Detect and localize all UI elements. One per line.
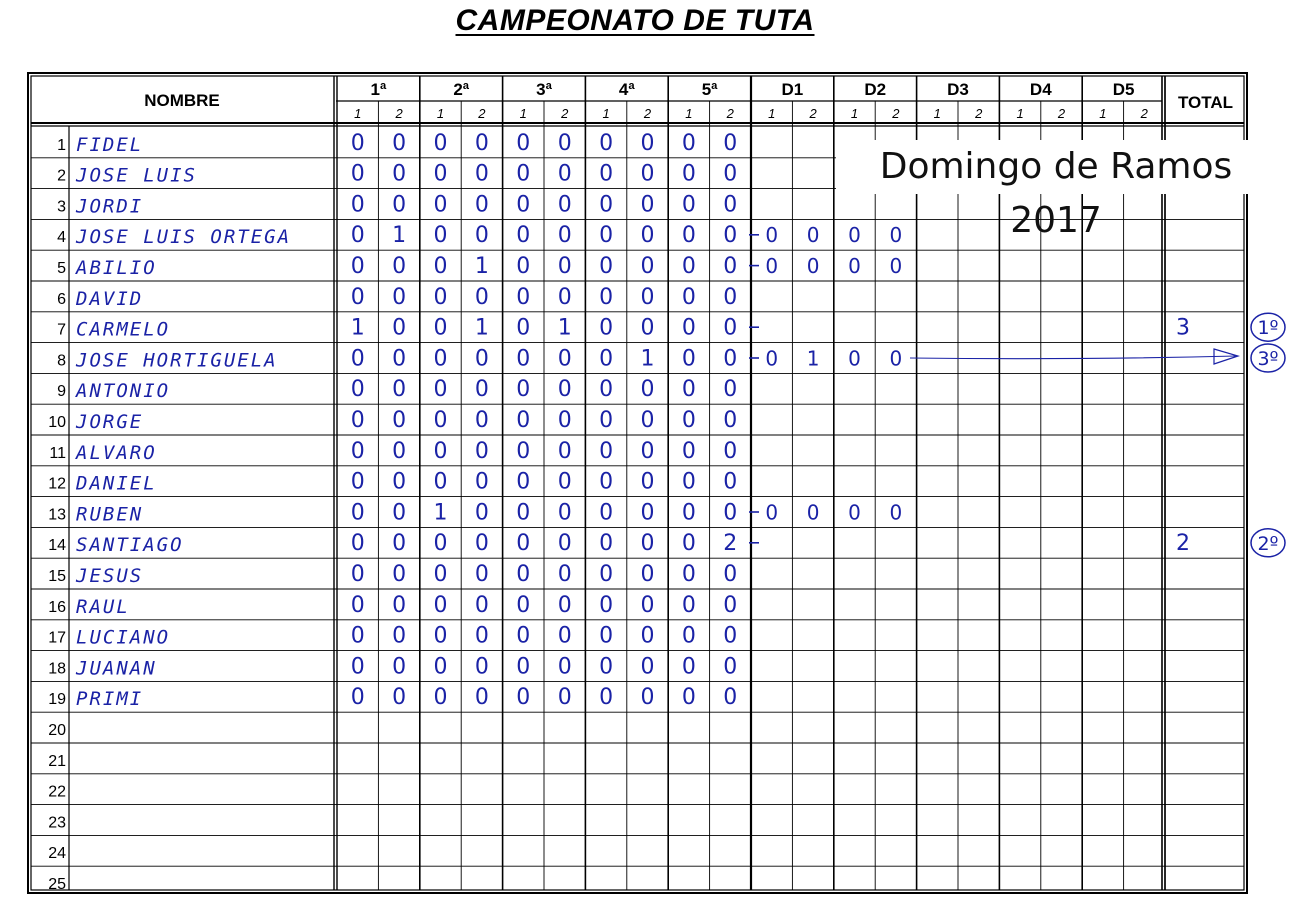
sub-column-header: 2 <box>726 106 734 121</box>
score-mark: 0 <box>350 346 365 372</box>
score-mark: 0 <box>723 438 738 464</box>
score-mark: 0 <box>474 346 489 372</box>
sub-column-header: 2 <box>395 106 403 121</box>
score-mark: 0 <box>474 223 489 249</box>
score-mark: 0 <box>350 192 365 218</box>
score-mark: 0 <box>599 130 614 156</box>
score-mark: 0 <box>433 377 448 403</box>
score-mark: 0 <box>474 592 489 618</box>
row-number: 9 <box>57 383 66 401</box>
score-mark: 0 <box>433 685 448 711</box>
score-mark: 0 <box>557 562 572 587</box>
score-mark: 0 <box>557 469 572 495</box>
round-header: 5ª <box>701 80 718 99</box>
score-mark: 0 <box>599 685 614 711</box>
player-name: DANIEL <box>76 472 157 495</box>
round-header: 4ª <box>618 80 635 99</box>
decider-mark: 0 <box>806 254 820 278</box>
score-mark: 0 <box>350 377 365 403</box>
score-mark: 0 <box>557 377 572 403</box>
score-mark: 0 <box>516 562 531 587</box>
score-mark: 0 <box>392 408 407 433</box>
score-mark: 0 <box>599 254 614 279</box>
score-mark: 0 <box>723 284 738 310</box>
player-name: JESUS <box>76 565 144 587</box>
score-mark: 1 <box>640 346 655 372</box>
score-mark: 0 <box>640 500 655 526</box>
score-mark: 0 <box>516 408 531 433</box>
score-mark: 0 <box>640 408 655 433</box>
score-mark: 0 <box>516 500 531 526</box>
round-header: 3ª <box>536 80 552 99</box>
score-mark: 0 <box>433 346 448 372</box>
score-mark: 0 <box>681 408 696 433</box>
score-mark: 0 <box>640 438 655 464</box>
score-mark: 0 <box>681 377 696 403</box>
score-mark: 0 <box>350 130 365 156</box>
score-mark: 0 <box>350 623 365 649</box>
row-number: 19 <box>48 691 66 709</box>
row-number: 18 <box>48 660 66 678</box>
decider-mark: 0 <box>765 500 779 525</box>
score-mark: 0 <box>516 592 531 618</box>
score-mark: 0 <box>557 192 572 218</box>
score-mark: 0 <box>474 161 489 187</box>
score-mark: 0 <box>433 623 448 649</box>
score-mark: 0 <box>350 254 365 279</box>
score-mark: 0 <box>599 531 614 557</box>
score-mark: 0 <box>474 284 489 310</box>
score-mark: 0 <box>516 438 531 464</box>
score-mark: 0 <box>392 469 407 495</box>
place-label: 3º <box>1257 348 1279 370</box>
player-name: JOSE LUIS <box>76 164 197 187</box>
score-mark: 0 <box>557 592 572 618</box>
score-mark: 0 <box>516 130 531 156</box>
score-mark: 0 <box>723 592 738 618</box>
score-mark: 0 <box>474 408 489 433</box>
score-mark: 0 <box>350 408 365 433</box>
row-number: 22 <box>48 783 66 801</box>
score-mark: 0 <box>392 592 407 618</box>
score-mark: 0 <box>350 562 365 587</box>
score-mark: 0 <box>474 500 489 526</box>
score-mark: 0 <box>350 438 365 464</box>
score-mark: 0 <box>640 284 655 310</box>
decider-mark: 0 <box>889 223 903 248</box>
placement-arrow <box>910 356 1236 359</box>
score-mark: 0 <box>516 315 531 341</box>
score-mark: 0 <box>681 192 696 218</box>
decider-mark: 0 <box>889 254 903 278</box>
score-mark: 0 <box>723 500 738 526</box>
row-number: 20 <box>48 722 66 739</box>
player-name: RAUL <box>76 595 130 618</box>
score-mark: 0 <box>681 254 696 279</box>
row-number: 17 <box>48 629 66 647</box>
score-mark: 0 <box>516 377 531 403</box>
score-mark: 0 <box>681 500 696 526</box>
decider-mark: 0 <box>848 254 861 278</box>
score-mark: 0 <box>392 284 407 310</box>
sub-column-header: 2 <box>478 106 486 121</box>
row-number: 11 <box>49 444 66 462</box>
score-mark: 0 <box>723 315 738 341</box>
row-number: 4 <box>57 229 66 247</box>
score-mark: 0 <box>350 531 365 557</box>
score-mark: 0 <box>392 161 407 187</box>
sub-column-header: 1 <box>685 106 693 121</box>
score-mark: 0 <box>433 562 448 587</box>
score-mark: 0 <box>640 161 655 187</box>
sub-column-header: 1 <box>1016 106 1024 121</box>
score-mark: 0 <box>392 130 407 156</box>
score-mark: 0 <box>640 592 655 618</box>
place-label: 1º <box>1257 317 1279 340</box>
score-mark: 0 <box>392 346 407 372</box>
row-number: 10 <box>48 414 66 431</box>
score-mark: 0 <box>681 592 696 618</box>
player-name: JORDI <box>76 195 144 218</box>
score-mark: 0 <box>599 500 614 526</box>
score-mark: 0 <box>392 531 407 557</box>
row-number: 16 <box>48 598 66 616</box>
score-mark: 0 <box>640 654 655 680</box>
score-mark: 0 <box>557 654 572 680</box>
score-mark: 0 <box>516 685 531 711</box>
score-mark: 0 <box>723 223 738 249</box>
decider-mark: 0 <box>889 500 903 525</box>
player-name: JOSE LUIS ORTEGA <box>76 226 292 249</box>
score-mark: 0 <box>350 161 365 187</box>
score-mark: 0 <box>516 254 531 279</box>
score-mark: 0 <box>599 315 614 341</box>
score-mark: 1 <box>474 315 489 341</box>
score-mark: 0 <box>640 469 655 495</box>
score-mark: 0 <box>640 130 655 156</box>
score-mark: 0 <box>557 685 572 711</box>
score-mark: 0 <box>557 500 572 526</box>
score-mark: 0 <box>599 346 614 372</box>
score-mark: 0 <box>599 438 614 464</box>
score-mark: 0 <box>392 654 407 680</box>
player-name: ABILIO <box>76 257 157 279</box>
row-number: 23 <box>48 814 66 832</box>
score-mark: 0 <box>599 469 614 495</box>
score-mark: 0 <box>392 192 407 218</box>
score-mark: 0 <box>433 161 448 187</box>
player-name: ALVARO <box>76 441 157 464</box>
score-mark: 0 <box>392 438 407 464</box>
score-mark: 0 <box>350 685 365 711</box>
sub-column-header: 2 <box>975 106 983 121</box>
score-mark: 0 <box>433 130 448 156</box>
score-mark: 2 <box>723 531 738 557</box>
score-mark: 0 <box>640 254 655 279</box>
score-mark: 0 <box>516 192 531 218</box>
sub-column-header: 1 <box>1099 106 1107 121</box>
row-number: 13 <box>48 506 66 524</box>
score-mark: 0 <box>723 254 738 279</box>
score-mark: 0 <box>723 130 738 156</box>
score-mark: 0 <box>681 346 696 372</box>
score-mark: 0 <box>640 223 655 249</box>
decider-mark: 0 <box>765 346 779 371</box>
score-mark: 0 <box>557 438 572 464</box>
row-number: 15 <box>48 568 66 585</box>
score-mark: 0 <box>599 161 614 187</box>
score-mark: 0 <box>516 469 531 495</box>
score-mark: 0 <box>392 377 407 403</box>
score-mark: 0 <box>557 531 572 557</box>
round-header: 2ª <box>453 80 470 99</box>
score-mark: 0 <box>392 500 407 526</box>
decider-header: D5 <box>1112 80 1135 99</box>
score-mark: 0 <box>392 254 407 279</box>
score-mark: 0 <box>557 284 572 310</box>
score-mark: 0 <box>723 623 738 649</box>
player-name: CARMELO <box>76 318 171 341</box>
row-number: 8 <box>57 352 66 370</box>
score-mark: 0 <box>681 130 696 156</box>
score-mark: 0 <box>557 223 572 249</box>
score-mark: 0 <box>392 562 407 587</box>
player-name: ANTONIO <box>76 380 171 403</box>
score-mark: 0 <box>557 130 572 156</box>
score-mark: 0 <box>474 192 489 218</box>
score-mark: 0 <box>516 161 531 187</box>
sub-column-header: 2 <box>892 106 900 121</box>
player-name: RUBEN <box>76 503 144 526</box>
score-mark: 1 <box>557 315 572 341</box>
score-mark: 0 <box>599 284 614 310</box>
row-number: 1 <box>57 136 66 154</box>
score-mark: 1 <box>433 500 448 526</box>
row-number: 14 <box>48 537 66 555</box>
score-mark: 0 <box>681 469 696 495</box>
score-mark: 0 <box>640 685 655 711</box>
score-mark: 1 <box>392 223 407 249</box>
sub-column-header: 2 <box>561 106 569 121</box>
score-mark: 0 <box>599 592 614 618</box>
decider-mark: 0 <box>806 223 820 248</box>
total-value: 2 <box>1176 531 1190 557</box>
score-mark: 0 <box>350 223 365 249</box>
score-mark: 0 <box>681 223 696 249</box>
score-mark: 0 <box>474 130 489 156</box>
sub-column-header: 2 <box>643 106 652 121</box>
score-mark: 0 <box>474 623 489 649</box>
score-mark: 0 <box>681 685 696 711</box>
score-mark: 0 <box>723 685 738 711</box>
score-mark: 0 <box>640 377 655 403</box>
decider-mark: 0 <box>848 346 861 371</box>
score-mark: 0 <box>599 654 614 680</box>
decider-mark: 0 <box>889 346 903 371</box>
score-mark: 0 <box>681 562 696 587</box>
score-mark: 0 <box>681 654 696 680</box>
decider-header: D4 <box>1029 80 1052 99</box>
score-mark: 0 <box>474 531 489 557</box>
score-mark: 0 <box>557 254 572 279</box>
score-mark: 0 <box>516 284 531 310</box>
score-mark: 0 <box>599 377 614 403</box>
score-mark: 0 <box>474 469 489 495</box>
score-mark: 0 <box>474 377 489 403</box>
score-mark: 0 <box>723 192 738 218</box>
score-mark: 0 <box>433 438 448 464</box>
score-mark: 0 <box>433 408 448 433</box>
round-header: 1ª <box>370 80 387 99</box>
score-mark: 0 <box>433 469 448 495</box>
row-number: 24 <box>48 845 66 863</box>
score-mark: 0 <box>723 346 738 372</box>
score-mark: 0 <box>599 562 614 587</box>
score-mark: 0 <box>557 623 572 649</box>
score-mark: 0 <box>681 438 696 464</box>
score-mark: 0 <box>392 623 407 649</box>
score-mark: 0 <box>516 531 531 557</box>
score-mark: 0 <box>516 346 531 372</box>
score-mark: 0 <box>516 223 531 249</box>
decider-mark: 0 <box>765 223 779 248</box>
row-number: 12 <box>48 475 66 493</box>
score-mark: 0 <box>474 654 489 680</box>
score-mark: 0 <box>723 408 738 433</box>
player-name: JUANAN <box>76 657 157 680</box>
score-mark: 1 <box>350 315 365 341</box>
player-name: JORGE <box>76 411 144 433</box>
row-number: 5 <box>57 260 66 277</box>
score-mark: 0 <box>557 346 572 372</box>
score-mark: 0 <box>433 654 448 680</box>
score-mark: 0 <box>723 469 738 495</box>
score-mark: 0 <box>350 500 365 526</box>
score-mark: 1 <box>474 254 489 279</box>
row-number: 7 <box>57 321 66 339</box>
sub-column-header: 1 <box>933 106 941 121</box>
score-mark: 0 <box>392 685 407 711</box>
score-mark: 0 <box>557 408 572 433</box>
nombre-header: NOMBRE <box>144 91 220 110</box>
sub-column-header: 1 <box>602 106 610 121</box>
score-mark: 0 <box>474 562 489 587</box>
sheet-title-text: CAMPEONATO DE TUTA <box>455 4 815 37</box>
score-mark: 0 <box>723 562 738 587</box>
row-number: 21 <box>48 752 66 770</box>
score-mark: 0 <box>474 438 489 464</box>
place-label: 2º <box>1257 532 1279 555</box>
score-mark: 0 <box>599 192 614 218</box>
total-header: TOTAL <box>1177 93 1234 112</box>
score-mark: 0 <box>433 531 448 557</box>
score-mark: 0 <box>433 254 448 279</box>
row-number: 6 <box>57 290 66 308</box>
player-name: DAVID <box>76 287 144 310</box>
score-mark: 0 <box>723 161 738 187</box>
decider-mark: 1 <box>806 346 820 371</box>
sub-column-header: 1 <box>768 106 776 121</box>
player-name: JOSE HORTIGUELA <box>76 349 278 372</box>
score-mark: 0 <box>516 654 531 680</box>
player-name: FIDEL <box>76 133 144 156</box>
sub-column-header: 2 <box>809 106 817 121</box>
score-mark: 0 <box>599 408 614 433</box>
decider-header: D2 <box>864 80 887 99</box>
score-mark: 0 <box>681 315 696 341</box>
sub-column-header: 2 <box>1140 106 1148 121</box>
decider-mark: 0 <box>848 223 861 248</box>
event-note: Domingo de Ramos 2017 <box>836 140 1276 194</box>
sub-column-header: 1 <box>850 106 859 121</box>
sub-column-header: 1 <box>354 106 362 121</box>
score-mark: 0 <box>640 315 655 341</box>
score-mark: 0 <box>557 161 572 187</box>
score-mark: 0 <box>350 654 365 680</box>
score-mark: 0 <box>350 592 365 618</box>
score-mark: 0 <box>723 654 738 680</box>
score-mark: 0 <box>640 531 655 557</box>
score-mark: 0 <box>640 192 655 218</box>
score-mark: 0 <box>350 284 365 310</box>
player-name: PRIMI <box>76 688 144 711</box>
score-mark: 0 <box>516 623 531 649</box>
score-mark: 0 <box>599 223 614 249</box>
score-mark: 0 <box>681 161 696 187</box>
score-mark: 0 <box>723 377 738 403</box>
sub-column-header: 1 <box>436 106 445 121</box>
score-mark: 0 <box>433 284 448 310</box>
decider-mark: 0 <box>806 500 820 525</box>
row-number: 3 <box>57 198 66 216</box>
score-mark: 0 <box>681 623 696 649</box>
score-mark: 0 <box>392 315 407 341</box>
player-name: LUCIANO <box>76 626 171 649</box>
sub-column-header: 1 <box>519 106 527 121</box>
decider-header: D3 <box>947 80 969 99</box>
score-mark: 0 <box>640 562 655 587</box>
row-number: 25 <box>48 876 66 893</box>
score-mark: 0 <box>599 623 614 649</box>
score-mark: 0 <box>433 192 448 218</box>
total-value: 3 <box>1176 315 1190 341</box>
score-mark: 0 <box>681 284 696 310</box>
decider-header: D1 <box>781 80 804 99</box>
row-number: 2 <box>57 167 66 185</box>
score-mark: 0 <box>681 531 696 557</box>
score-mark: 0 <box>474 685 489 711</box>
score-mark: 0 <box>350 469 365 495</box>
sub-column-header: 2 <box>1057 106 1066 121</box>
score-mark: 0 <box>433 223 448 249</box>
player-name: SANTIAGO <box>76 534 184 557</box>
decider-mark: 0 <box>848 500 861 525</box>
decider-mark: 0 <box>765 254 779 278</box>
score-mark: 0 <box>640 623 655 649</box>
score-mark: 0 <box>433 592 448 618</box>
score-mark: 0 <box>433 315 448 341</box>
